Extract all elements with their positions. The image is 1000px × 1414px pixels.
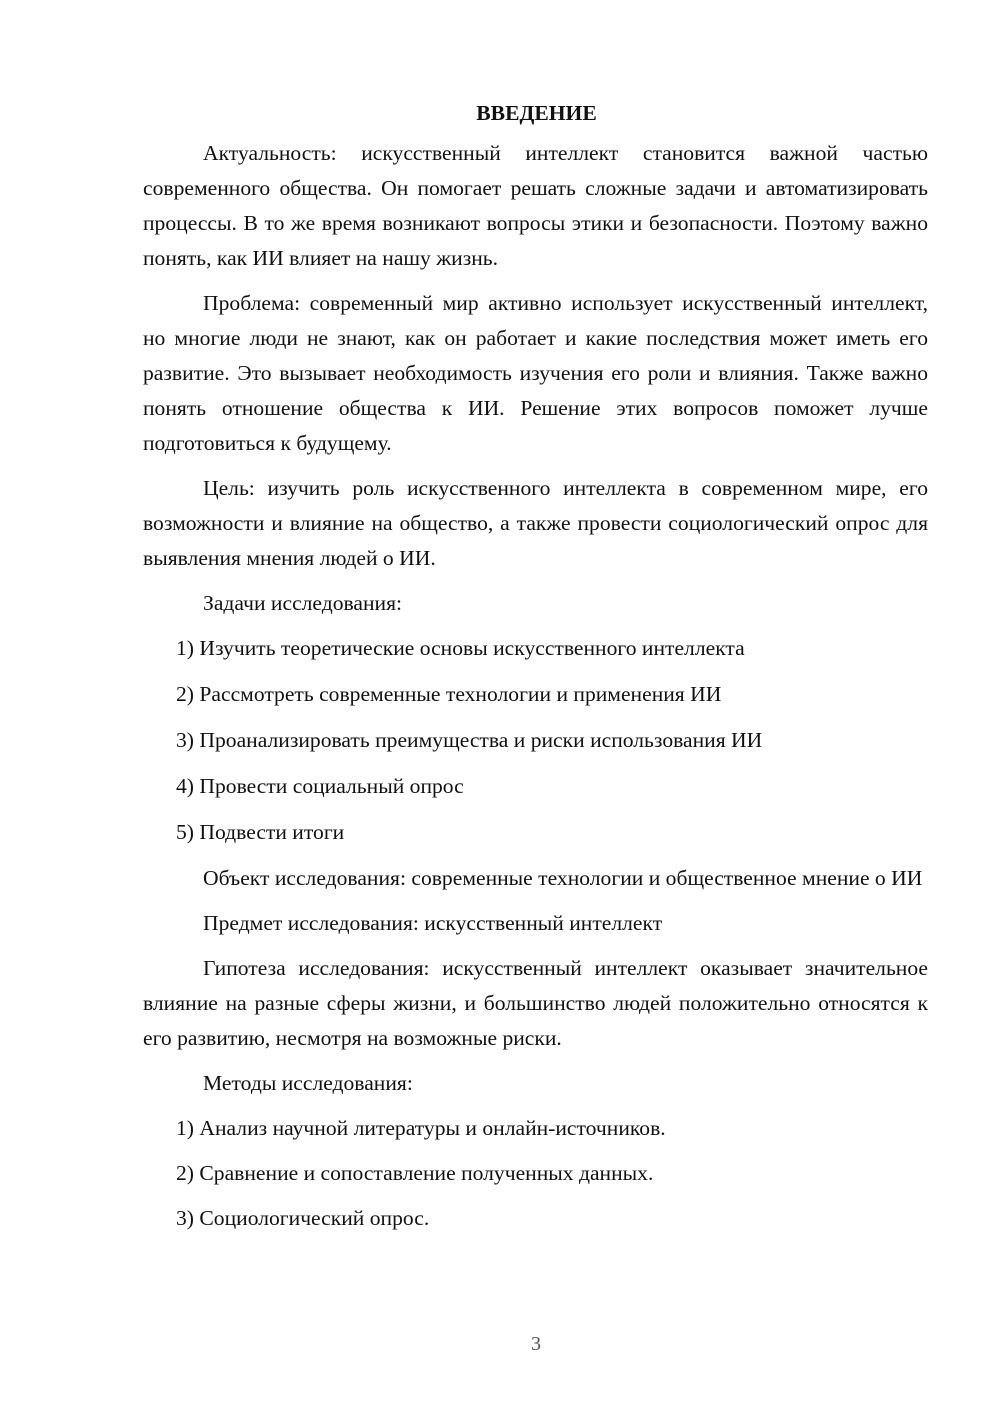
paragraph-problem: Проблема: современный мир активно использует искусственный интеллект, но многие люди не знают, как он работает и какие последствия может иметь его развитие. Это вызывает необходимость изучения его роли и влияния. Также важно понять отношение общества к ИИ. Решение этих вопросов поможет лучше подготовиться к будущему. [143,291,928,455]
paragraph-subject: Предмет исследования: искусственный интеллект [203,911,663,935]
document-page [143,96,928,1246]
paragraph-object: Объект исследования: современные технологии и общественное мнение о ИИ [203,866,923,890]
tasks-list [143,631,928,850]
paragraph-goal: Цель: изучить роль искусственного интеллекта в современном мире, его возможности и влияние на общество, а также провести социологический опрос для выявления мнения людей о ИИ. [143,476,928,570]
list-item: 3) Социологический опрос. [176,1206,430,1230]
list-item: 2) Рассмотреть современные технологии и применения ИИ [176,682,722,706]
paragraph-hypothesis: Гипотеза исследования: искусственный интеллект оказывает значительное влияние на разные сферы жизни, и большинство людей положительно относятся к его развитию, несмотря на возможные риски. [143,956,928,1050]
section-title: ВВЕДЕНИЕ [476,101,597,125]
list-item: 2) Сравнение и сопоставление полученных данных. [176,1161,654,1185]
methods-list [143,1111,928,1236]
page-number: 3 [531,1333,541,1355]
list-item: 5) Подвести итоги [176,820,345,844]
tasks-heading: Задачи исследования: [203,591,403,615]
paragraph-relevance: Актуальность: искусственный интеллект становится важной частью современного общества. Он помогает решать сложные задачи и автоматизировать процессы. В то же время возникают вопросы этики и безопасности. Поэтому важно понять, как ИИ влияет на нашу жизнь. [143,141,928,270]
list-item: 3) Проанализировать преимущества и риски использования ИИ [176,728,763,752]
list-item: 4) Провести социальный опрос [176,774,464,798]
methods-heading: Методы исследования: [203,1071,413,1095]
list-item: 1) Анализ научной литературы и онлайн-источников. [176,1116,666,1140]
list-item: 1) Изучить теоретические основы искусственного интеллекта [176,636,745,660]
